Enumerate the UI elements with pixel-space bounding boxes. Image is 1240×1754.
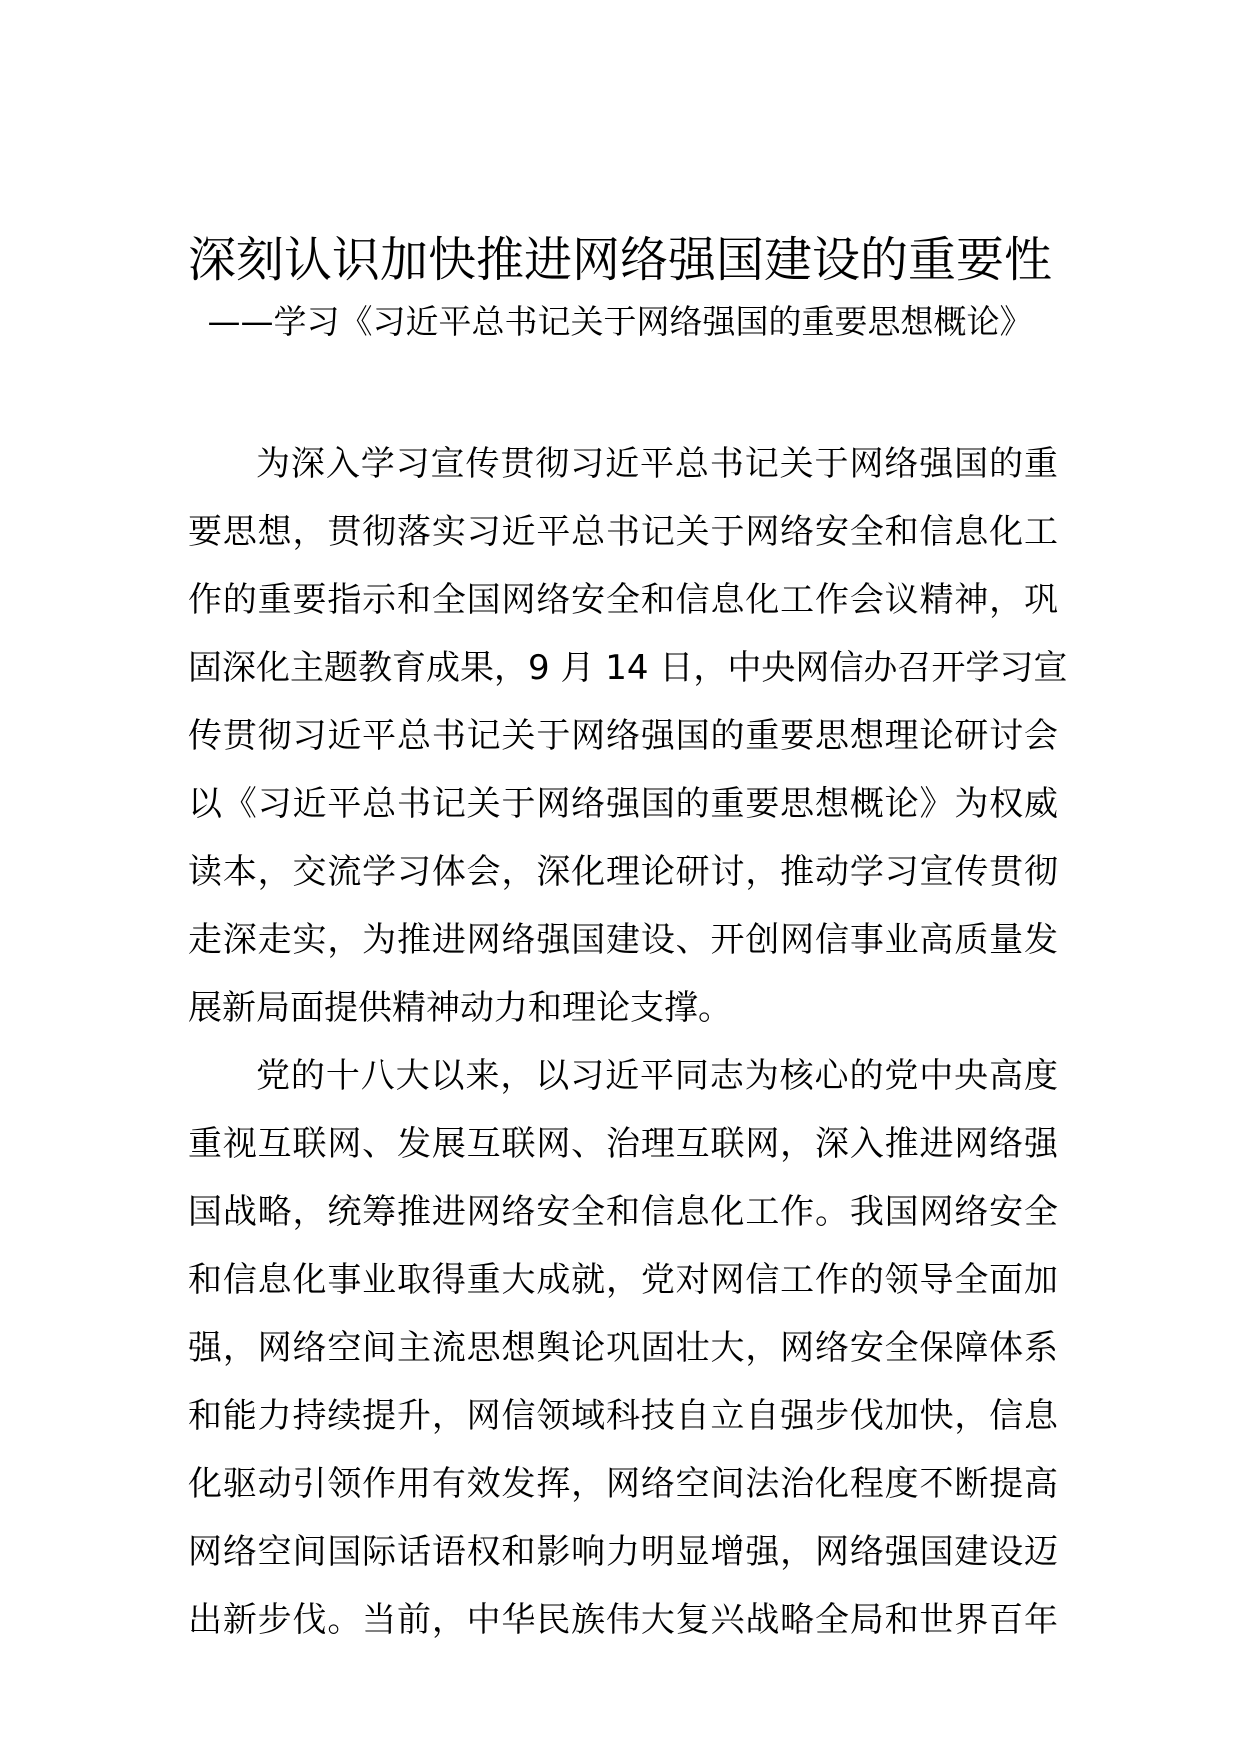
paragraph-line: 固深化主题教育成果，9 月 14 日，中央网信办召开学习宣: [188, 648, 1068, 688]
paragraph-line: 党的十八大以来，以习近平同志为核心的党中央高度: [256, 1056, 1058, 1096]
paragraph-2: [188, 1042, 1058, 1654]
paragraph-line: 以《习近平总书记关于网络强国的重要思想概论》为权威: [188, 784, 1058, 824]
paragraph-line: 重视互联网、发展互联网、治理互联网，深入推进网络强: [188, 1124, 1058, 1164]
document-body: [188, 430, 1068, 1654]
paragraph-line: 化驱动引领作用有效发挥，网络空间法治化程度不断提高: [188, 1464, 1058, 1504]
paragraph-1: [188, 430, 1068, 1042]
paragraph-line: 传贯彻习近平总书记关于网络强国的重要思想理论研讨会: [188, 716, 1058, 756]
paragraph-line: 作的重要指示和全国网络安全和信息化工作会议精神，巩: [188, 580, 1058, 620]
paragraph-line: 出新步伐。当前，中华民族伟大复兴战略全局和世界百年: [188, 1600, 1058, 1640]
paragraph-line: 和信息化事业取得重大成就，党对网信工作的领导全面加: [188, 1260, 1058, 1300]
paragraph-line: 读本，交流学习体会，深化理论研讨，推动学习宣传贯彻: [188, 852, 1058, 892]
paragraph-line: 网络空间国际话语权和影响力明显增强，网络强国建设迈: [188, 1532, 1058, 1572]
paragraph-line: 国战略，统筹推进网络安全和信息化工作。我国网络安全: [188, 1192, 1058, 1232]
document-title: 深刻认识加快推进网络强国建设的重要性: [187, 232, 1052, 288]
document-subtitle: ——学习《习近平总书记关于网络强国的重要思想概论》: [207, 302, 1033, 341]
paragraph-line: 要思想，贯彻落实习近平总书记关于网络安全和信息化工: [188, 512, 1058, 552]
paragraph-line: 展新局面提供精神动力和理论支撑。: [188, 988, 732, 1028]
paragraph-line: 为深入学习宣传贯彻习近平总书记关于网络强国的重: [256, 444, 1058, 484]
paragraph-line: 走深走实，为推进网络强国建设、开创网信事业高质量发: [188, 920, 1058, 960]
paragraph-line: 和能力持续提升，网信领域科技自立自强步伐加快，信息: [188, 1396, 1058, 1436]
paragraph-line: 强，网络空间主流思想舆论巩固壮大，网络安全保障体系: [188, 1328, 1058, 1368]
